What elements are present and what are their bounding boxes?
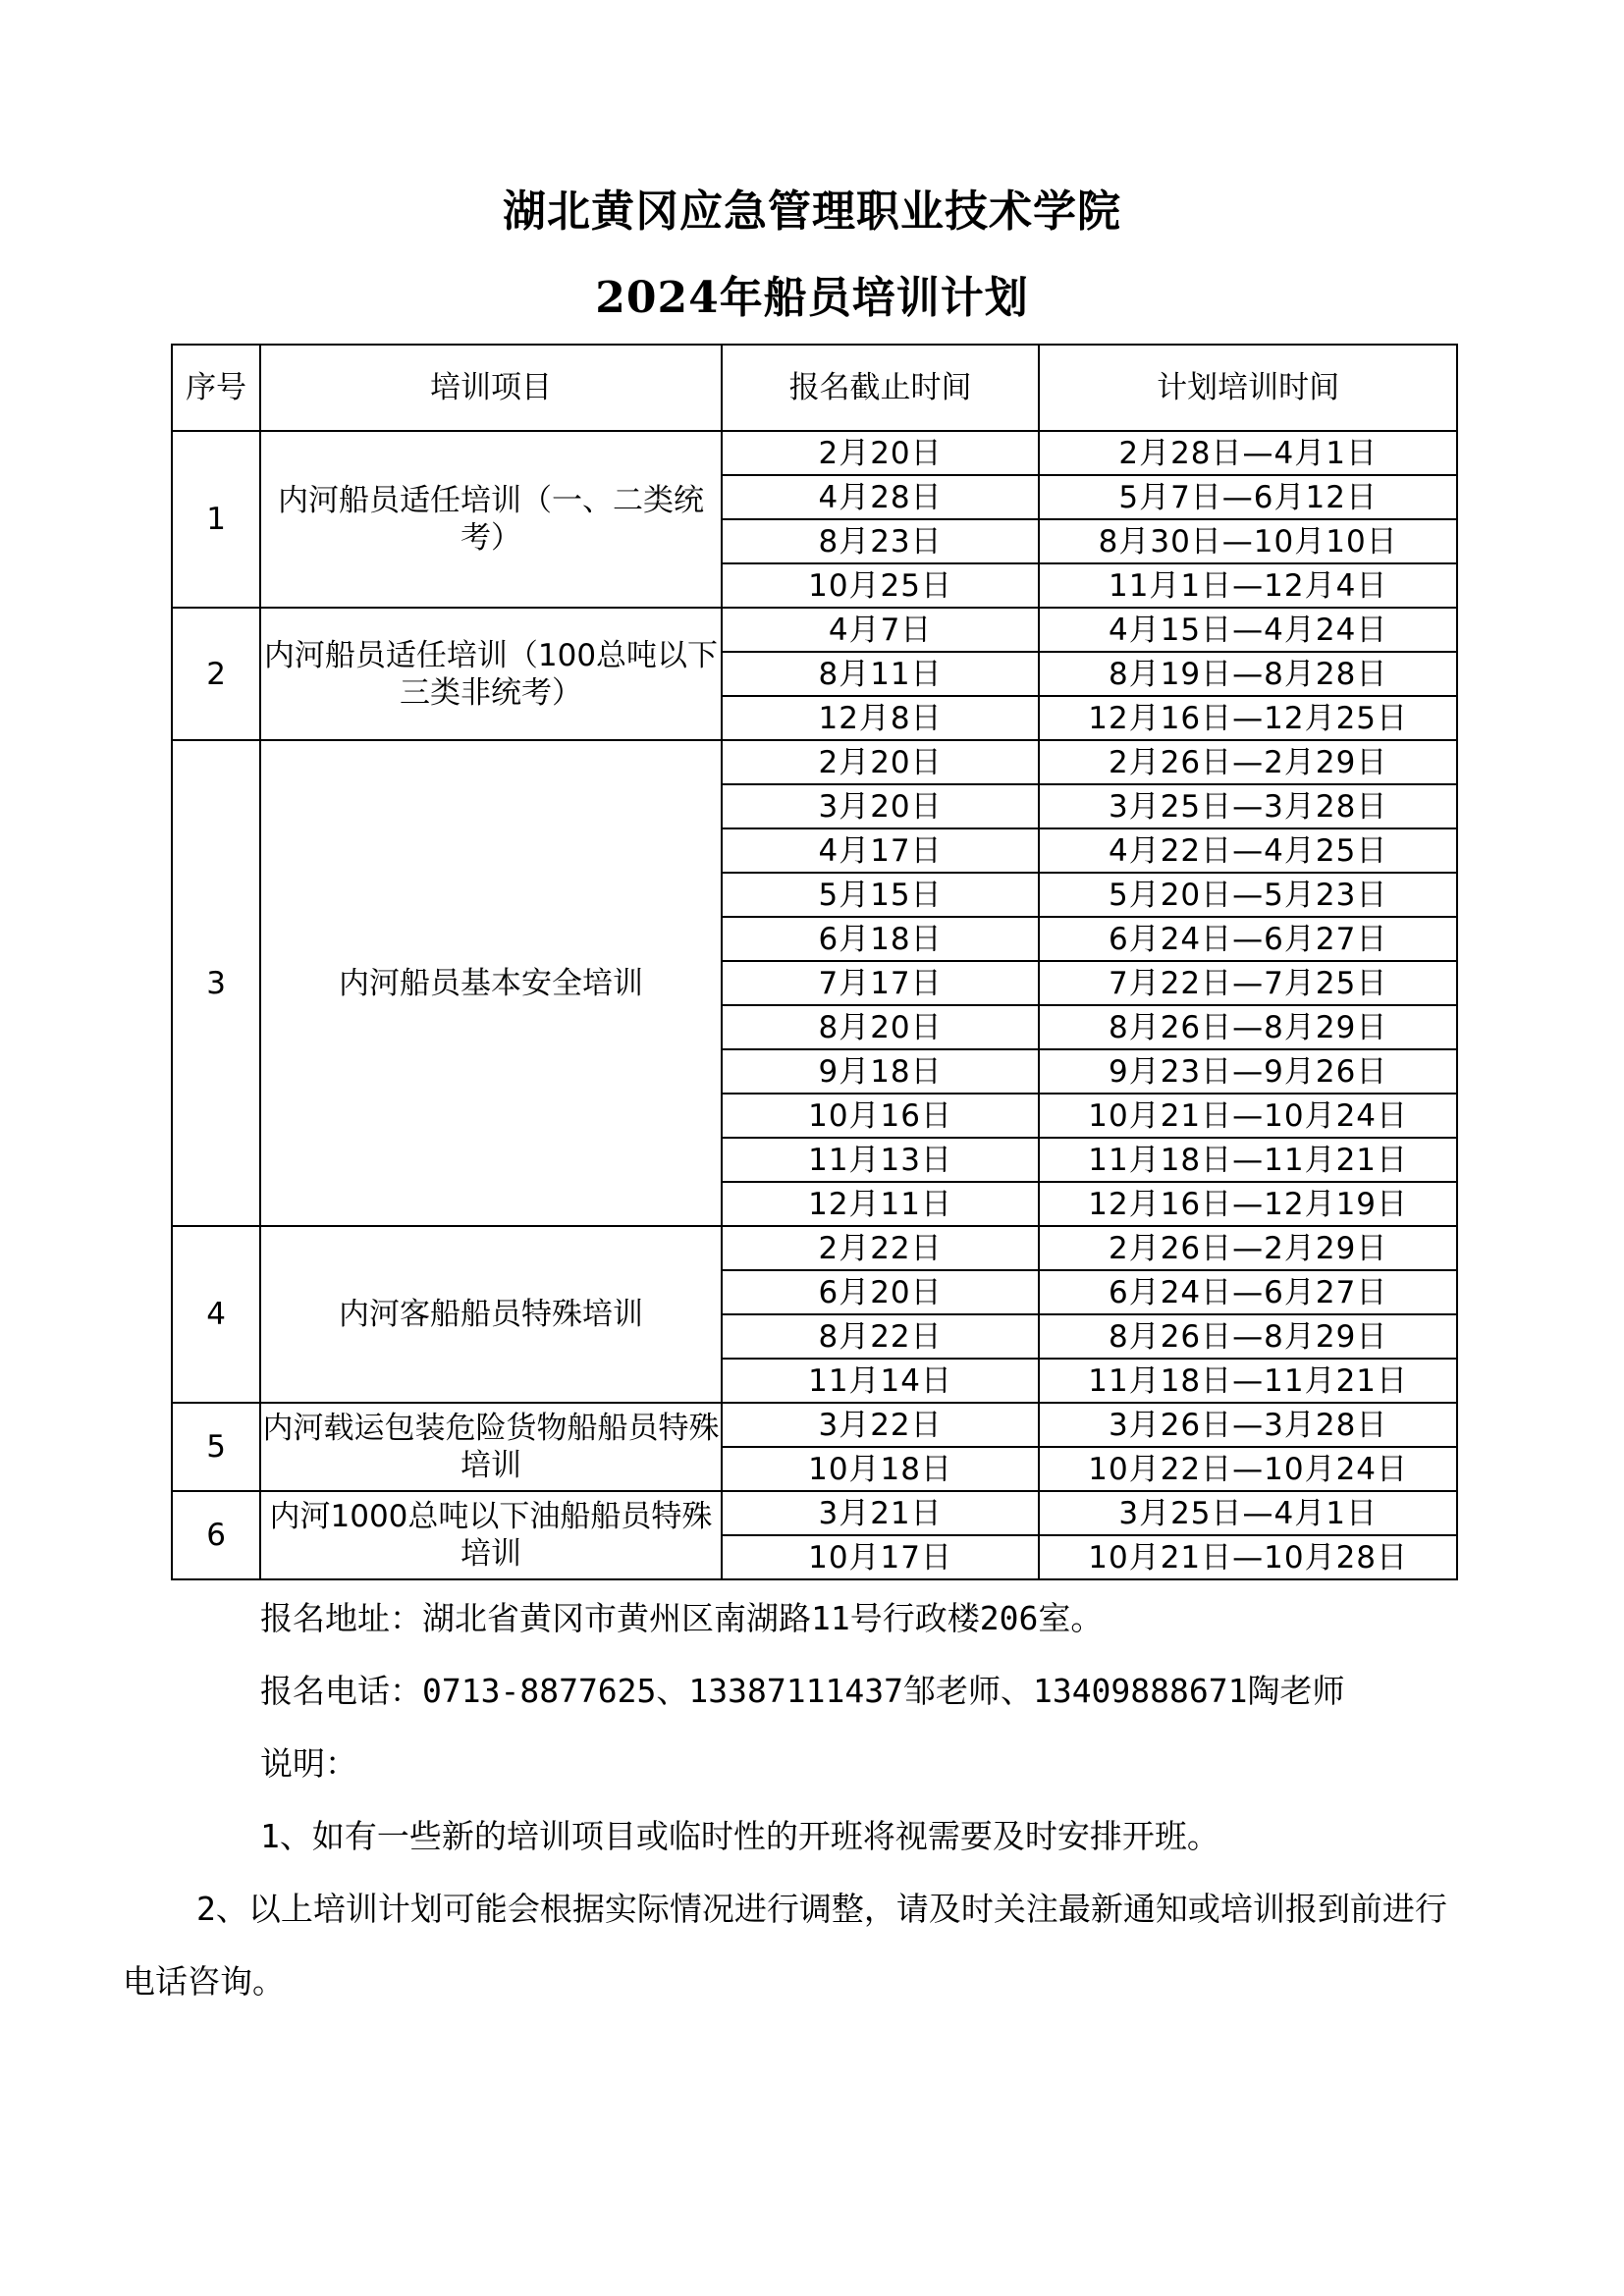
table-body xyxy=(172,431,1457,1579)
deadline-cell: 3月20日 xyxy=(722,784,1039,828)
signup-address: 报名地址：湖北省黄冈市黄州区南湖路11号行政楼206室。 xyxy=(260,1599,1104,1637)
row-num-cell: 1 xyxy=(172,431,260,608)
training-plan-table xyxy=(171,344,1458,1580)
header-num-text: 序号 xyxy=(186,370,247,405)
deadline-cell: 6月18日 xyxy=(722,917,1039,961)
schedule-cell: 2月26日—2月29日 xyxy=(1039,740,1457,784)
deadline-cell: 10月17日 xyxy=(722,1535,1039,1579)
schedule-cell: 2月26日—2月29日 xyxy=(1039,1226,1457,1270)
deadline-cell: 6月20日 xyxy=(722,1270,1039,1314)
schedule-cell: 6月24日—6月27日 xyxy=(1039,1270,1457,1314)
deadline-cell: 2月20日 xyxy=(722,740,1039,784)
header-deadline: 报名截止时间 xyxy=(722,345,1039,431)
deadline-cell: 12月11日 xyxy=(722,1182,1039,1226)
deadline-cell: 11月14日 xyxy=(722,1359,1039,1403)
schedule-cell: 11月18日—11月21日 xyxy=(1039,1138,1457,1182)
document-title: 湖北黄冈应急管理职业技术学院 xyxy=(503,187,1121,237)
table-row xyxy=(172,431,1457,475)
table-header-row xyxy=(172,345,1457,431)
schedule-cell: 5月20日—5月23日 xyxy=(1039,873,1457,917)
deadline-cell: 8月22日 xyxy=(722,1314,1039,1359)
table-row xyxy=(172,1403,1457,1447)
deadline-cell: 4月7日 xyxy=(722,608,1039,652)
deadline-cell: 8月20日 xyxy=(722,1005,1039,1049)
schedule-cell: 11月18日—11月21日 xyxy=(1039,1359,1457,1403)
schedule-cell: 4月15日—4月24日 xyxy=(1039,608,1457,652)
training-project-cell: 内河船员适任培训（100总吨以下三类非统考） xyxy=(260,608,722,740)
schedule-cell: 3月25日—4月1日 xyxy=(1039,1491,1457,1535)
schedule-cell: 12月16日—12月19日 xyxy=(1039,1182,1457,1226)
schedule-cell: 2月28日—4月1日 xyxy=(1039,431,1457,475)
deadline-cell: 8月11日 xyxy=(722,652,1039,696)
deadline-cell: 10月25日 xyxy=(722,563,1039,608)
notes-section xyxy=(123,1582,1463,2018)
deadline-cell: 12月8日 xyxy=(722,696,1039,740)
deadline-cell: 10月18日 xyxy=(722,1447,1039,1491)
row-num-cell: 5 xyxy=(172,1403,260,1491)
schedule-cell: 10月21日—10月24日 xyxy=(1039,1094,1457,1138)
header-schedule: 计划培训时间 xyxy=(1039,345,1457,431)
note-item-2: 2、以上培训计划可能会根据实际情况进行调整，请及时关注最新通知或培训报到前进行电话咨询。 xyxy=(123,1890,1447,2001)
schedule-cell: 11月1日—12月4日 xyxy=(1039,563,1457,608)
schedule-cell: 8月19日—8月28日 xyxy=(1039,652,1457,696)
document-subtitle: 2024年船员培训计划 xyxy=(595,273,1029,323)
schedule-cell: 3月26日—3月28日 xyxy=(1039,1403,1457,1447)
row-num-cell: 4 xyxy=(172,1226,260,1403)
signup-phone: 报名电话：0713-8877625、13387111437邹老师、13409888671陶老师 xyxy=(260,1672,1345,1710)
row-num-cell: 2 xyxy=(172,608,260,740)
schedule-cell: 5月7日—6月12日 xyxy=(1039,475,1457,519)
row-num-cell: 3 xyxy=(172,740,260,1226)
training-project-cell: 内河客船船员特殊培训 xyxy=(260,1226,722,1403)
table-row xyxy=(172,608,1457,652)
schedule-cell: 10月22日—10月24日 xyxy=(1039,1447,1457,1491)
training-project-cell: 内河1000总吨以下油船船员特殊培训 xyxy=(260,1491,722,1579)
deadline-cell: 11月13日 xyxy=(722,1138,1039,1182)
explain-label: 说明： xyxy=(260,1744,357,1783)
schedule-cell: 9月23日—9月26日 xyxy=(1039,1049,1457,1094)
deadline-cell: 4月17日 xyxy=(722,828,1039,873)
table-row xyxy=(172,1491,1457,1535)
deadline-cell: 5月15日 xyxy=(722,873,1039,917)
schedule-cell: 10月21日—10月28日 xyxy=(1039,1535,1457,1579)
note-item-1: 1、如有一些新的培训项目或临时性的开班将视需要及时安排开班。 xyxy=(260,1817,1219,1855)
table-row xyxy=(172,1226,1457,1270)
deadline-cell: 7月17日 xyxy=(722,961,1039,1005)
schedule-cell: 6月24日—6月27日 xyxy=(1039,917,1457,961)
schedule-cell: 7月22日—7月25日 xyxy=(1039,961,1457,1005)
deadline-cell: 9月18日 xyxy=(722,1049,1039,1094)
deadline-cell: 2月22日 xyxy=(722,1226,1039,1270)
schedule-cell: 4月22日—4月25日 xyxy=(1039,828,1457,873)
deadline-cell: 8月23日 xyxy=(722,519,1039,563)
training-project-cell: 内河载运包装危险货物船船员特殊培训 xyxy=(260,1403,722,1491)
header-num xyxy=(172,345,260,431)
training-project-cell: 内河船员适任培训（一、二类统考） xyxy=(260,431,722,608)
deadline-cell: 3月22日 xyxy=(722,1403,1039,1447)
deadline-cell: 10月16日 xyxy=(722,1094,1039,1138)
deadline-cell: 2月20日 xyxy=(722,431,1039,475)
training-project-cell: 内河船员基本安全培训 xyxy=(260,740,722,1226)
schedule-cell: 12月16日—12月25日 xyxy=(1039,696,1457,740)
row-num-cell: 6 xyxy=(172,1491,260,1579)
schedule-cell: 3月25日—3月28日 xyxy=(1039,784,1457,828)
deadline-cell: 3月21日 xyxy=(722,1491,1039,1535)
schedule-cell: 8月30日—10月10日 xyxy=(1039,519,1457,563)
schedule-cell: 8月26日—8月29日 xyxy=(1039,1314,1457,1359)
deadline-cell: 4月28日 xyxy=(722,475,1039,519)
schedule-cell: 8月26日—8月29日 xyxy=(1039,1005,1457,1049)
table-row xyxy=(172,740,1457,784)
header-project: 培训项目 xyxy=(260,345,722,431)
